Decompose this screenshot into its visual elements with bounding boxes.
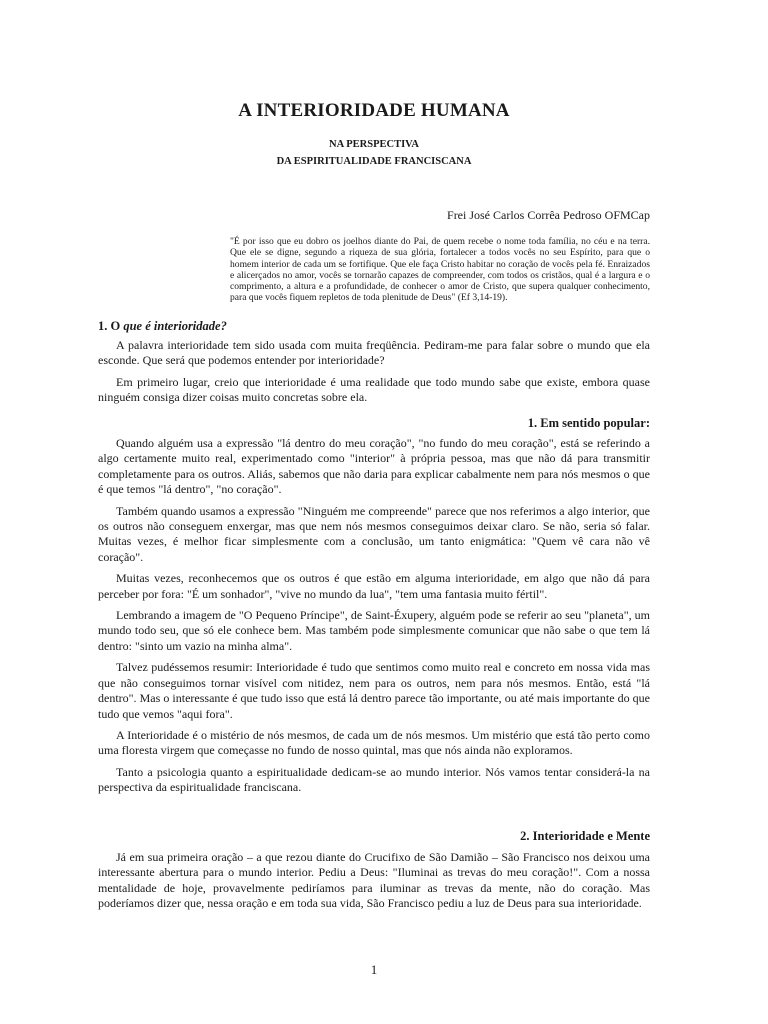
paragraph: A palavra interioridade tem sido usada com muita freqüência. Pediram-me para falar sobre o mundo que ela esconde. Que será que podemos entender por interioridade?	[98, 338, 650, 368]
document-subtitle-line1: NA PERSPECTIVA	[329, 139, 419, 150]
subsection-heading-popular: 1. Em sentido popular:	[527, 416, 650, 430]
paragraph: Quando alguém usa a expressão "lá dentro do meu coração", "no fundo do meu coração", está se referindo a algo certamente muito real, experimentado como "interior" à própria pessoa, mas que não dá para transmitir completamente para os outros. Aliás, sabemos que não daria para explicar cabalmente nem para nós mesmos o que é que temos "lá dentro", "no coração".	[98, 436, 650, 497]
paragraph: Talvez pudéssemos resumir: Interioridade é tudo que sentimos como muito real e concreto em nossa vida mas que não conseguimos tornar visível com nitidez, nem para os outros, nem para nós mesmos. Então, está "lá dentro". Mas o interessante é que tudo isso que está lá dentro parece tão importante, ou até mais importante do que tudo que vemos "aqui fora".	[98, 660, 650, 721]
paragraph: Lembrando a imagem de "O Pequeno Príncipe", de Saint-Éxupery, alguém pode se referir ao seu "planeta", um mundo todo seu, que só ele conhece bem. Mas também pode simplesmente comunicar que não sabe o que tem lá dentro: "sinto um vazio na minha alma".	[98, 608, 650, 653]
document-title: A INTERIORIDADE HUMANA	[238, 100, 510, 121]
subsection-heading-mente: 2. Interioridade e Mente	[520, 829, 650, 843]
page-number: 1	[370, 962, 378, 977]
author-name: Frei José Carlos Corrêa Pedroso OFMCap	[447, 208, 650, 222]
epigraph-quote: "É por isso que eu dobro os joelhos diante do Pai, de quem recebe o nome toda família, no céu e na terra. Que ele se digne, segundo a riqueza de sua glória, fortalecer a todos vocês no seu Espírito, para que o homem interior de cada um se fortifique. Que ele faça Cristo habitar no coração de vocês pela fé. Enraizados e alicerçados no amor, vocês se tornarão capazes de compreender, com todos os cristãos, qual é a largura e o comprimento, a altura e a profundidade, de conhecer o amor de Cristo, que supera qualquer conhecimento, para que vocês fiquem repletos de toda plenitude de Deus" (Ef 3,14-19).	[230, 236, 650, 304]
section-heading-title: que é interioridade?	[123, 319, 227, 333]
section-heading-1	[98, 319, 650, 334]
mente-block	[98, 850, 650, 912]
section-heading-number: 1. O	[98, 319, 124, 333]
document-subtitle-line2: DA ESPIRITUALIDADE FRANCISCANA	[276, 156, 472, 167]
paragraph: Também quando usamos a expressão "Ninguém me compreende" parece que nos referimos a algo interior, que os outros não conseguem enxergar, mas que nem nós mesmos conseguimos deixar claro. Se não, seria só falar. Muitas vezes, é melhor ficar simplesmente com a conclusão, um tanto enigmática: "Quem vê cara não vê coração".	[98, 503, 650, 564]
intro-block	[98, 338, 650, 406]
popular-block	[98, 436, 650, 796]
paragraph: Tanto a psicologia quanto a espiritualidade dedicam-se ao mundo interior. Nós vamos tentar considerá-la na perspectiva da espiritualidade franciscana.	[98, 764, 650, 795]
paragraph: A Interioridade é o mistério de nós mesmos, de cada um de nós mesmos. Um mistério que está tão perto como uma floresta virgem que começasse no fundo de nosso quintal, mas que nós ainda não exploramos.	[98, 727, 650, 758]
paragraph: Em primeiro lugar, creio que interioridade é uma realidade que todo mundo sabe que existe, embora quase ninguém consiga dizer coisas muito concretas sobre ela.	[98, 374, 650, 405]
paragraph: Muitas vezes, reconhecemos que os outros é que estão em alguma interioridade, em algo que não dá para perceber por fora: "É um sonhador", "vive no mundo da lua", "tem uma fantasia muito fértil".	[98, 571, 650, 601]
paragraph: Já em sua primeira oração – a que rezou diante do Crucifixo de São Damião – São Francisco nos deixou uma interessante abertura para o mundo interior. Pediu a Deus: "Iluminai as trevas do meu coração!". Com a nossa mentalidade de hoje, provavelmente pediríamos para iluminar as trevas da mente, não do coração. Mas poderíamos dizer que, nessa oração e em toda sua vida, São Francisco pediu a luz de Deus para sua interioridade.	[98, 850, 650, 911]
